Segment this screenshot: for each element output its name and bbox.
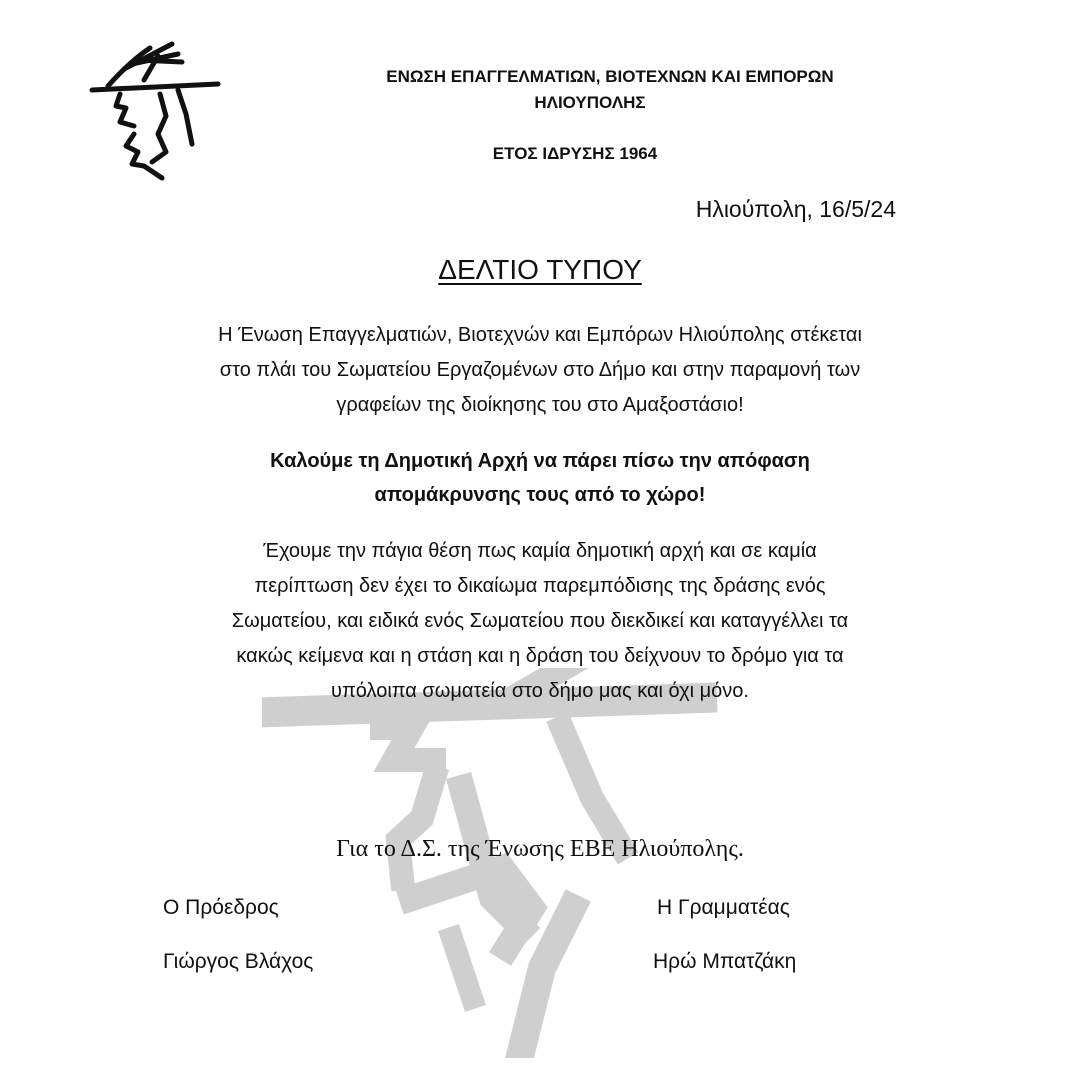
founding-year: ΕΤΟΣ ΙΔΡΥΣΗΣ 1964: [492, 144, 658, 163]
paragraph-call-to-action: [140, 444, 940, 512]
hermes-head-logo-icon: [86, 34, 226, 184]
board-signature-line: Για το Δ.Σ. της Ένωσης ΕΒΕ Ηλιούπολης.: [336, 836, 744, 862]
president-name: Γιώργος Βλάχος: [163, 950, 314, 973]
paragraph-support-statement: [140, 318, 940, 423]
organization-name-line2: ΗΛΙΟΥΠΟΛΗΣ: [534, 93, 646, 112]
secretary-role: Η Γραμματέας: [657, 896, 790, 919]
paragraph-line: Καλούμε τη Δημοτική Αρχή να πάρει πίσω την απόφαση: [270, 450, 810, 472]
place-and-date: Ηλιούπολη, 16/5/24: [695, 196, 896, 222]
paragraph-position-statement: [140, 534, 940, 709]
secretary-name: Ηρώ Μπατζάκη: [653, 950, 797, 973]
hermes-head-watermark-icon: [262, 668, 722, 1058]
paragraph-line: περίπτωση δεν έχει το δικαίωμα παρεμπόδισης της δράσης ενός: [254, 575, 826, 597]
paragraph-line: γραφείων της διοίκησης του στο Αμαξοστάσιο!: [336, 394, 744, 416]
organization-name-line1: ΕΝΩΣΗ ΕΠΑΓΓΕΛΜΑΤΙΩΝ, ΒΙΟΤΕΧΝΩΝ ΚΑΙ ΕΜΠΟΡΩΝ: [386, 67, 834, 86]
paragraph-line: απομάκρυνσης τους από το χώρο!: [374, 484, 706, 506]
paragraph-line: Έχουμε την πάγια θέση πως καμία δημοτική αρχή και σε καμία: [263, 540, 817, 562]
document-title: ΔΕΛΤΙΟ ΤΥΠΟΥ: [438, 254, 642, 285]
organization-name: [340, 64, 880, 116]
paragraph-line: Σωματείου, και ειδικά ενός Σωματείου που διεκδικεί και καταγγέλλει τα: [231, 610, 849, 632]
paragraph-line: κακώς κείμενα και η στάση και η δράση του δείχνουν το δρόμο για τα: [236, 645, 844, 667]
paragraph-line: υπόλοιπα σωματεία στο δήμο μας και όχι μόνο.: [331, 680, 749, 702]
paragraph-line: Η Ένωση Επαγγελματιών, Βιοτεχνών και Εμπόρων Ηλιούπολης στέκεται: [218, 324, 862, 346]
president-role: Ο Πρόεδρος: [163, 896, 279, 919]
paragraph-line: στο πλάι του Σωματείου Εργαζομένων στο Δήμο και στην παραμονή των: [219, 359, 861, 381]
